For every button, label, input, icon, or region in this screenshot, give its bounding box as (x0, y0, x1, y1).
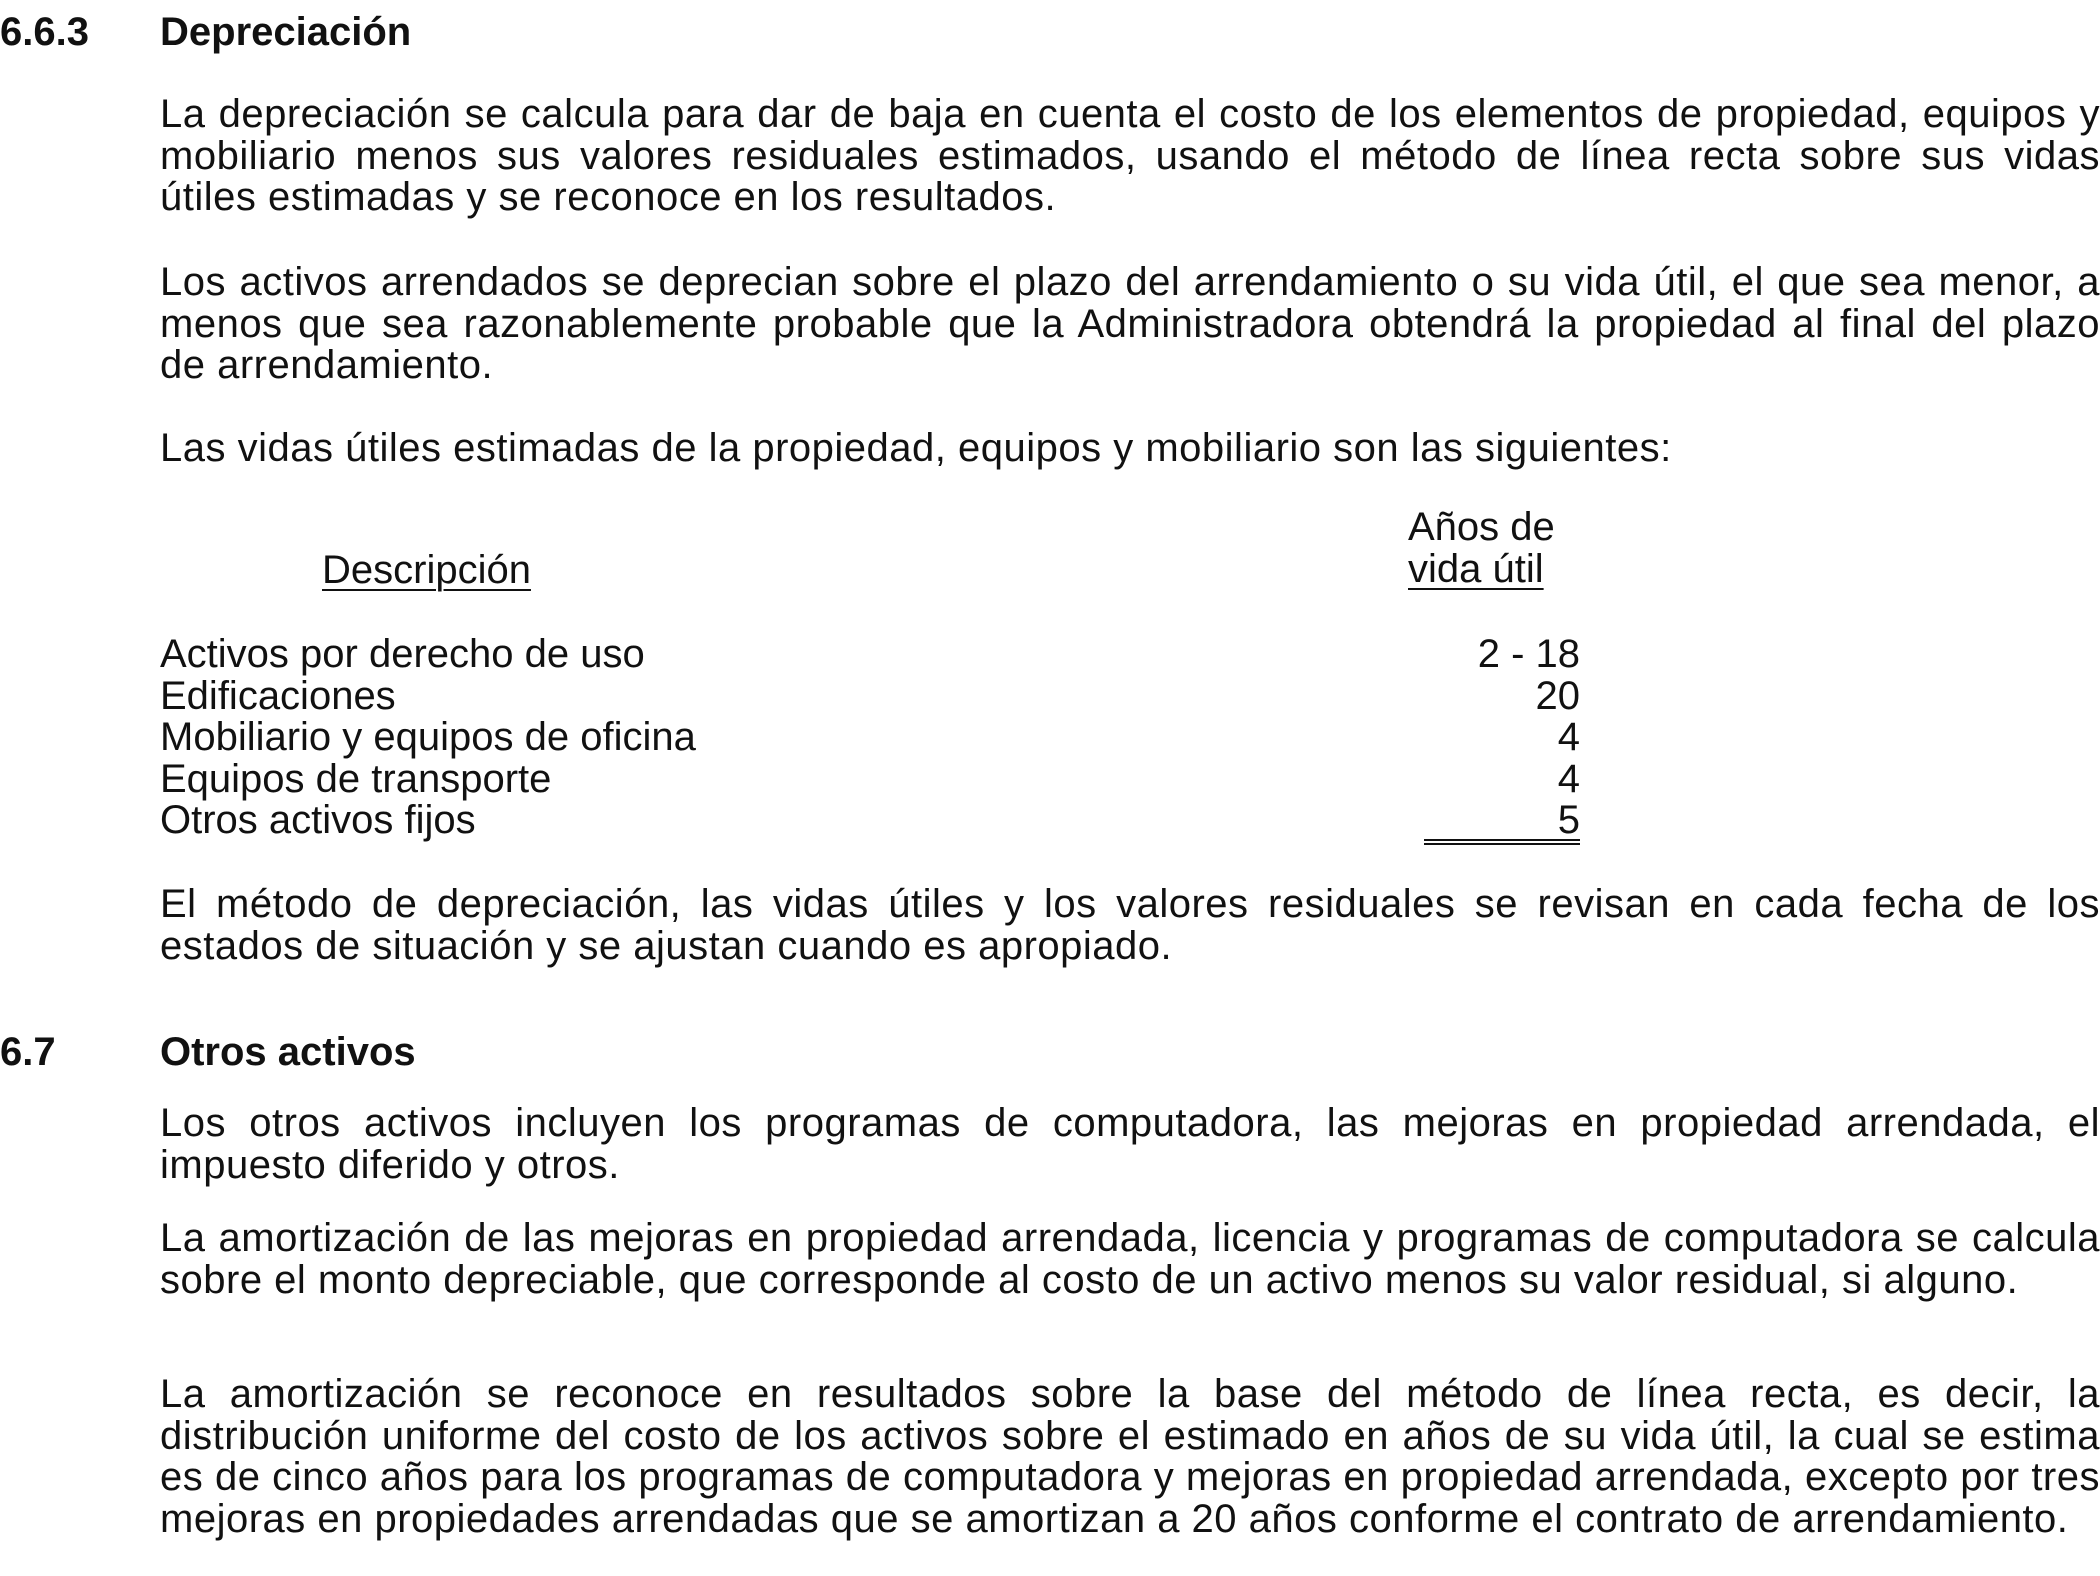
table-row (160, 634, 1580, 676)
table-row (160, 756, 1580, 801)
section-title: Depreciación (160, 10, 412, 54)
paragraph-depreciation-method: La depreciación se calcula para dar de baja en cuenta el costo de los elementos de propiedad, equipos y mobiliario menos sus valores residuales estimados, usando el método de línea recta sobre sus vidas útiles estimadas y se reconoce en los resultados. (160, 92, 2100, 219)
paragraph-other-assets: Los otros activos incluyen los programas de computadora, las mejoras en propiedad arrendada, el impuesto diferido y otros. (160, 1101, 2100, 1187)
section-number: 6.6.3 (0, 10, 89, 54)
paragraph-useful-lives-intro: Las vidas útiles estimadas de la propiedad, equipos y mobiliario son las siguientes: (160, 426, 1672, 470)
paragraph-leased-assets: Los activos arrendados se deprecian sobre el plazo del arrendamiento o su vida útil, el que sea menor, a menos que sea razonablemente probable que la Administradora obtendrá la propiedad al final del plazo de arrendamiento. (160, 260, 2100, 387)
row-description: Edificaciones (160, 673, 396, 718)
row-years: 5 (1557, 798, 1580, 843)
row-years: 4 (1557, 715, 1580, 760)
row-description: Equipos de transporte (160, 756, 552, 801)
paragraph-amortization-basis: La amortización de las mejoras en propiedad arrendada, licencia y programas de computadora se calcula sobre el monto depreciable, que corresponde al costo de un activo menos su valor residual, si alguno. (160, 1216, 2100, 1302)
table-row (160, 717, 1580, 759)
table-header-years-line1: Años de (1408, 505, 1555, 549)
table-header-years (1408, 506, 1555, 590)
table-row (160, 800, 1580, 842)
table-row (160, 673, 1580, 718)
paragraph-depreciation-review: El método de depreciación, las vidas útiles y los valores residuales se revisan en cada fecha de los estados de situación y se ajustan cuando es apropiado. (160, 882, 2100, 968)
section-title: Otros activos (160, 1030, 416, 1074)
row-years: 2 - 18 (1477, 632, 1580, 676)
paragraph-amortization-method: La amortización se reconoce en resultados sobre la base del método de línea recta, es decir, la distribución uniforme del costo de los activos sobre el estimado en años de su vida útil, la cual se estima es de cinco años para los programas de computadora y mejoras en propiedad arrendada, excepto por tres mejoras en propiedades arrendadas que se amortizan a 20 años conforme el contrato de arrendamiento. (160, 1372, 2100, 1541)
row-description: Activos por derecho de uso (160, 632, 645, 676)
useful-lives-table (160, 634, 1580, 842)
table-header-years-line2: vida útil (1408, 547, 1544, 591)
double-underline-total (1424, 839, 1580, 845)
row-description: Mobiliario y equipos de oficina (160, 715, 696, 760)
row-description: Otros activos fijos (160, 798, 476, 843)
section-number: 6.7 (0, 1030, 56, 1074)
row-years: 20 (1535, 673, 1580, 718)
row-years: 4 (1557, 756, 1580, 801)
table-header-description: Descripción (322, 548, 531, 592)
